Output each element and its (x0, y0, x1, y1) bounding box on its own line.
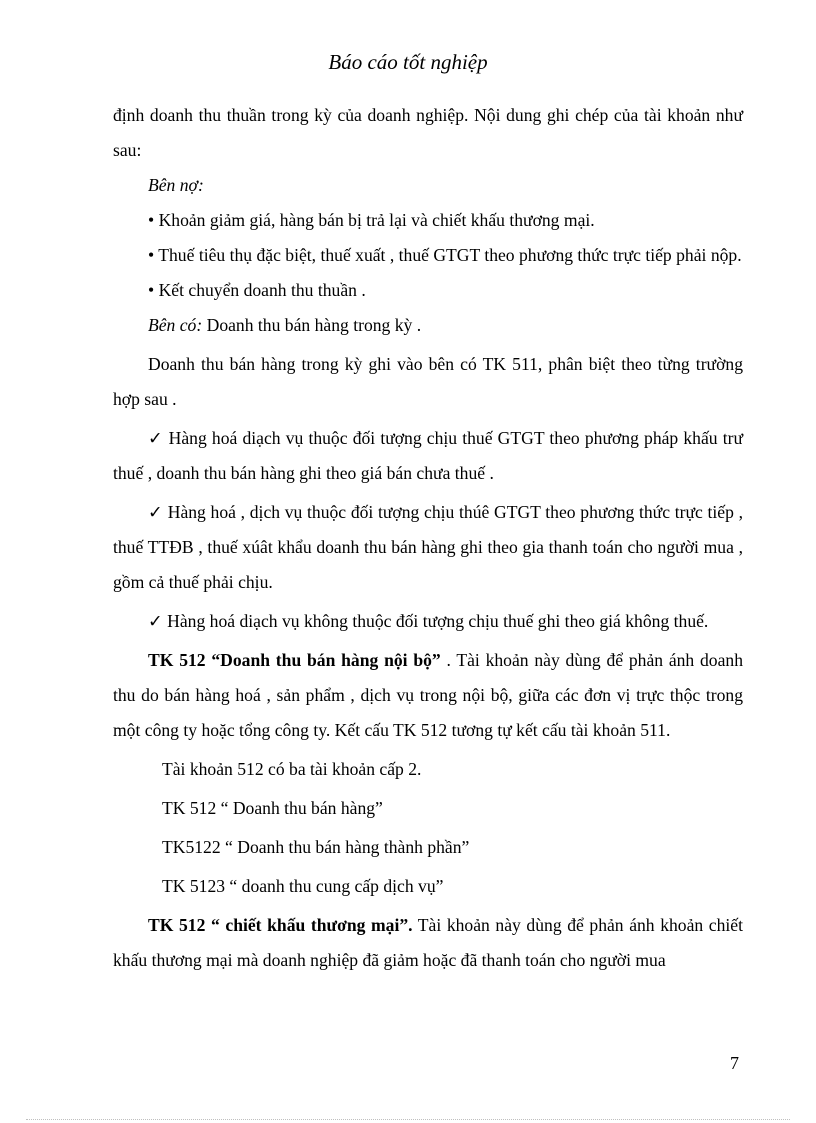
bullet-text: Thuế tiêu thụ đặc biệt, thuế xuất , thuế GTGT theo phương thức trực tiếp phải nộp. (158, 245, 742, 265)
tk512-text: . Tài khoản này dùng để phản ánh doanh thu do bán hàng hoá , sản phẩm , dịch vụ trong nội bộ, giữa các đơn vị trực thộc trong một công ty hoặc tổng công ty. Kết cấu TK 512 tương tự kết cấu tài khoản 511. (113, 650, 744, 740)
bullet-item (113, 238, 743, 273)
tk512-paragraph (113, 643, 743, 748)
credit-text: Doanh thu bán hàng trong kỳ . (202, 315, 422, 335)
sub-account-item: TK5122 “ Doanh thu bán hàng thành phần” (162, 837, 470, 857)
sub-account-item: TK 5123 “ doanh thu cung cấp dịch vụ” (162, 876, 444, 896)
paragraph: Doanh thu bán hàng trong kỳ ghi vào bên có TK 511, phân biệt theo từng trường hợp sau . (113, 354, 743, 409)
check-text: Hàng hoá , dịch vụ thuộc đối tượng chịu thúê GTGT theo phương thức trực tiếp , thuế TTĐB , thuế xúât khẩu doanh thu bán hàng ghi theo gia thanh toán cho người mua , gồm cả thuế phải chịu. (113, 502, 743, 592)
tk512-discount-text: Tài khoản này dùng để phản ánh khoản chiết khấu thương mại mà doanh nghiệp đã giảm hoặc đã thanh toán cho người mua (113, 915, 743, 970)
paragraph-continuation: định doanh thu thuần trong kỳ của doanh nghiệp. Nội dung ghi chép của tài khoản như sau: (113, 105, 743, 160)
bullet-item (113, 273, 743, 308)
check-item (113, 604, 743, 639)
bullet-icon: • (148, 245, 155, 265)
sub-account-item: TK 512 “ Doanh thu bán hàng” (162, 798, 383, 818)
checkmark-icon: ✓ (148, 428, 164, 448)
check-text: Hàng hoá diạch vụ không thuộc đối tượng chịu thuế ghi theo giá không thuế. (167, 611, 709, 631)
bullet-icon: • (148, 280, 155, 300)
bullet-text: Khoản giảm giá, hàng bán bị trả lại và chiết khấu thương mại. (158, 210, 595, 230)
tk512-discount-title: TK 512 “ chiết khấu thương mại”. (148, 915, 413, 935)
document-body (113, 98, 743, 978)
page-number: 7 (730, 1053, 739, 1073)
sub-account-intro: Tài khoản 512 có ba tài khoản cấp 2. (162, 759, 422, 779)
credit-line (113, 308, 743, 343)
bullet-text: Kết chuyển doanh thu thuần . (158, 280, 366, 300)
page-header: Báo cáo tốt nghiệp (328, 50, 488, 74)
credit-label: Bên có: (148, 315, 203, 335)
bullet-item (113, 203, 743, 238)
checkmark-icon: ✓ (148, 502, 164, 522)
page-divider (26, 1119, 790, 1120)
check-item (113, 495, 743, 600)
tk512-title: “Doanh thu bán hàng nội bộ” (211, 650, 441, 670)
check-item (113, 421, 743, 491)
tk512-label: TK 512 (148, 650, 212, 670)
tk512-discount-paragraph (113, 908, 743, 978)
bullet-icon: • (148, 210, 155, 230)
checkmark-icon: ✓ (148, 611, 163, 631)
debit-label: Bên nợ: (148, 175, 204, 195)
check-text: Hàng hoá diạch vụ thuộc đối tượng chịu thuế GTGT theo phương pháp khấu trư thuế , doanh thu bán hàng ghi theo giá bán chưa thuế . (113, 428, 743, 483)
